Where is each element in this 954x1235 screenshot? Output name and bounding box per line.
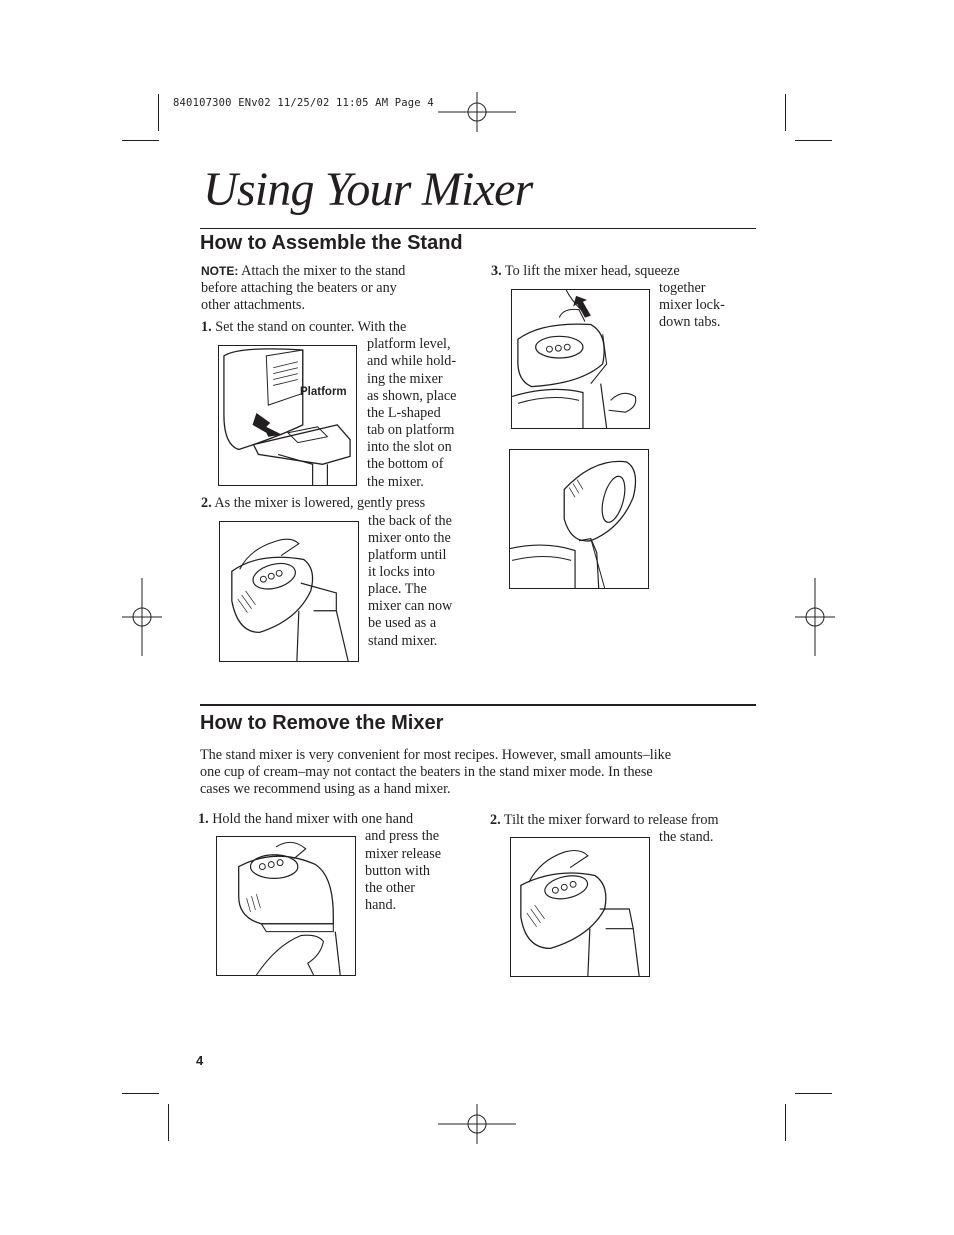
- note-line: before attaching the beaters or any: [201, 280, 397, 296]
- note-label: NOTE:: [201, 264, 239, 278]
- remove-step1-line: the other: [365, 880, 416, 896]
- step1-line: ing the mixer: [367, 371, 443, 387]
- figure-label-platform: Platform: [300, 386, 347, 398]
- section-divider: [200, 704, 756, 706]
- step2-line: be used as a: [368, 615, 437, 631]
- step2-line: stand mixer.: [368, 633, 438, 649]
- registration-mark-icon: [122, 578, 162, 656]
- step2-line: mixer onto the: [368, 530, 451, 546]
- step2-line: platform until: [368, 547, 447, 563]
- figure-lower-mixer: [219, 521, 359, 662]
- step2-line: 2. As the mixer is lowered, gently press: [201, 495, 426, 511]
- note-line: other attachments.: [201, 297, 306, 313]
- figure-squeeze-tabs: [511, 289, 650, 429]
- remove-intro-line: one cup of cream–may not contact the beaters in the stand mixer mode. In these: [200, 764, 653, 780]
- page-number: 4: [196, 1053, 204, 1068]
- step3-line: 3. To lift the mixer head, squeeze: [491, 263, 680, 279]
- step1-line: the bottom of: [367, 456, 444, 472]
- step2-line: place. The: [368, 581, 427, 597]
- registration-mark-icon: [438, 92, 516, 132]
- step1-line: the L-shaped: [367, 405, 441, 421]
- assemble-heading: How to Assemble the Stand: [200, 232, 463, 254]
- note-line: NOTE: Attach the mixer to the stand: [201, 263, 406, 279]
- figure-release-button: [216, 836, 356, 976]
- registration-mark-icon: [795, 578, 835, 656]
- step2-line: the back of the: [368, 513, 452, 529]
- step1-line: and while hold-: [367, 353, 457, 369]
- step1-line: 1. Set the stand on counter. With the: [201, 319, 407, 335]
- page-title: Using Your Mixer: [203, 163, 533, 216]
- registration-mark-icon: [438, 1104, 516, 1144]
- section-divider: [200, 228, 756, 229]
- remove-step2-line: 2. Tilt the mixer forward to release from: [490, 812, 719, 828]
- step3-line: down tabs.: [659, 314, 721, 330]
- step1-line: into the slot on: [367, 439, 452, 455]
- remove-intro-line: cases we recommend using as a hand mixer.: [200, 781, 451, 797]
- step3-line: mixer lock-: [659, 297, 725, 313]
- remove-step1-line: hand.: [365, 897, 397, 913]
- step1-line: tab on platform: [367, 422, 455, 438]
- remove-intro-line: The stand mixer is very convenient for most recipes. However, small amounts–like: [200, 747, 672, 763]
- step1-line: the mixer.: [367, 474, 424, 490]
- remove-step1-line: and press the: [365, 828, 440, 844]
- step2-line: mixer can now: [368, 598, 453, 614]
- remove-heading: How to Remove the Mixer: [200, 712, 444, 734]
- remove-step1-line: button with: [365, 863, 431, 879]
- print-slug: 840107300 ENv02 11/25/02 11:05 AM Page 4: [173, 97, 434, 109]
- remove-step2-line: the stand.: [659, 829, 714, 845]
- figure-tilt-forward: [510, 837, 650, 977]
- remove-step1-line: 1. Hold the hand mixer with one hand: [198, 811, 414, 827]
- figure-platform: [218, 345, 357, 486]
- arrow-icon: [573, 296, 591, 318]
- step2-line: it locks into: [368, 564, 435, 580]
- step3-line: together: [659, 280, 706, 296]
- figure-lifted-head: [509, 449, 649, 589]
- step1-line: platform level,: [367, 336, 451, 352]
- remove-step1-line: mixer release: [365, 846, 442, 862]
- step1-line: as shown, place: [367, 388, 457, 404]
